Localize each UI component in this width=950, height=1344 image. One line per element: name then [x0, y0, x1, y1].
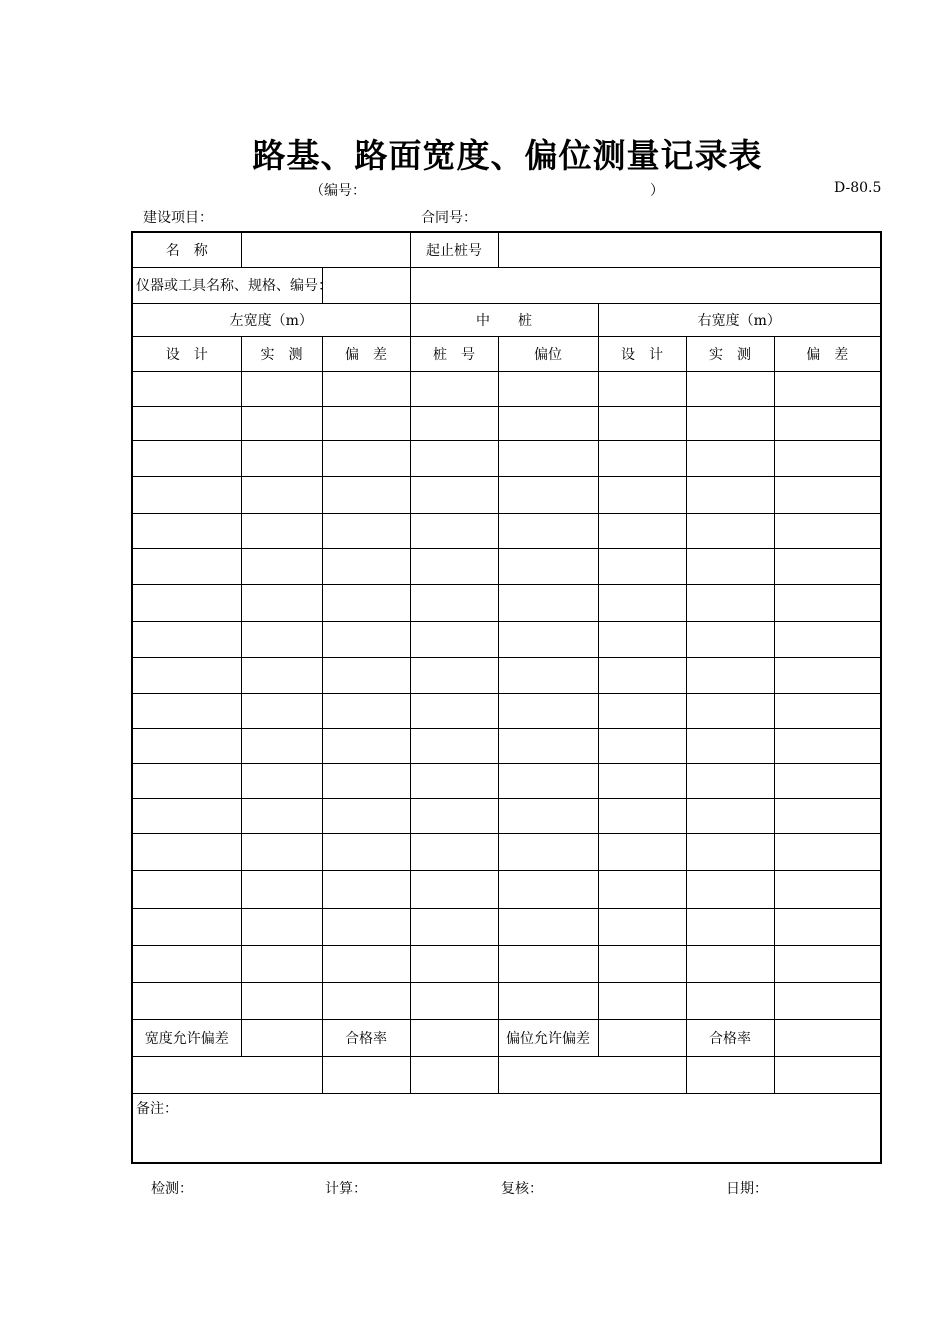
table-cell[interactable] — [322, 584, 410, 621]
table-cell[interactable] — [133, 871, 241, 908]
table-cell[interactable] — [598, 441, 686, 477]
table-cell[interactable] — [598, 371, 686, 406]
table-cell[interactable] — [598, 834, 686, 871]
summary-cell-1[interactable] — [133, 1057, 322, 1094]
col-left-deviation: 偏 差 — [322, 336, 410, 371]
table-row — [133, 945, 880, 982]
table-cell[interactable] — [241, 441, 322, 477]
table-cell[interactable] — [686, 834, 774, 871]
table-cell[interactable] — [133, 693, 241, 728]
table-cell[interactable] — [410, 371, 498, 406]
table-row — [133, 729, 880, 764]
table-cell[interactable] — [598, 945, 686, 982]
contract-label: 合同号： — [421, 210, 477, 226]
center-stake-header: 中 桩 — [410, 303, 598, 336]
table-cell[interactable] — [686, 407, 774, 441]
table-cell[interactable] — [133, 584, 241, 621]
table-row — [133, 477, 880, 514]
table-cell[interactable] — [241, 514, 322, 549]
table-cell[interactable] — [410, 799, 498, 834]
table-cell[interactable] — [774, 764, 880, 799]
table-cell[interactable] — [410, 549, 498, 584]
table-cell[interactable] — [598, 584, 686, 621]
col-left-design: 设 计 — [133, 336, 241, 371]
table-cell[interactable] — [598, 549, 686, 584]
table-cell[interactable] — [322, 441, 410, 477]
table-cell[interactable] — [133, 407, 241, 441]
table-row — [133, 693, 880, 728]
table-cell[interactable] — [774, 982, 880, 1019]
col-left-measured: 实 测 — [241, 336, 322, 371]
table-cell[interactable] — [498, 441, 598, 477]
table-cell[interactable] — [498, 799, 598, 834]
table-cell[interactable] — [133, 441, 241, 477]
table-cell[interactable] — [598, 407, 686, 441]
table-cell[interactable] — [498, 549, 598, 584]
table-cell[interactable] — [410, 982, 498, 1019]
table-cell[interactable] — [598, 693, 686, 728]
table-cell[interactable] — [241, 407, 322, 441]
table-cell[interactable] — [241, 371, 322, 406]
table-cell[interactable] — [774, 477, 880, 514]
table-cell[interactable] — [498, 764, 598, 799]
table-row — [133, 764, 880, 799]
table-cell[interactable] — [410, 834, 498, 871]
table-cell[interactable] — [498, 693, 598, 728]
summary-cell-3[interactable] — [410, 1057, 498, 1094]
table-cell[interactable] — [686, 584, 774, 621]
table-cell[interactable] — [322, 657, 410, 693]
table-cell[interactable] — [598, 799, 686, 834]
table-cell[interactable] — [410, 407, 498, 441]
table-cell[interactable] — [133, 621, 241, 657]
table-row — [133, 799, 880, 834]
table-cell[interactable] — [322, 371, 410, 406]
table-cell[interactable] — [322, 729, 410, 764]
table-cell[interactable] — [686, 621, 774, 657]
table-cell[interactable] — [498, 514, 598, 549]
table-cell[interactable] — [133, 945, 241, 982]
form-number-close: ） — [650, 183, 664, 199]
pass-rate-field[interactable] — [410, 1019, 498, 1056]
pass-rate-label: 合格率 — [322, 1019, 410, 1056]
table-row — [133, 549, 880, 584]
table-row — [133, 621, 880, 657]
date-label: 日期： — [726, 1181, 768, 1197]
table-cell[interactable] — [241, 764, 322, 799]
table-cell[interactable] — [598, 621, 686, 657]
table-row — [133, 584, 880, 621]
remarks-cell[interactable] — [133, 1094, 880, 1162]
table-cell[interactable] — [133, 982, 241, 1019]
pass-rate-2-label: 合格率 — [686, 1019, 774, 1056]
table-cell[interactable] — [774, 908, 880, 945]
table-cell[interactable] — [241, 693, 322, 728]
table-cell[interactable] — [686, 477, 774, 514]
table-cell[interactable] — [133, 799, 241, 834]
table-cell[interactable] — [410, 945, 498, 982]
table-cell[interactable] — [686, 799, 774, 834]
col-right-design: 设 计 — [598, 336, 686, 371]
inspect-label: 检测： — [151, 1181, 193, 1197]
table-cell[interactable] — [774, 945, 880, 982]
right-width-header: 右宽度（m） — [598, 303, 880, 336]
table-cell[interactable] — [774, 407, 880, 441]
table-cell[interactable] — [774, 621, 880, 657]
table-cell[interactable] — [686, 764, 774, 799]
table-cell[interactable] — [686, 982, 774, 1019]
table-cell[interactable] — [498, 982, 598, 1019]
table-cell[interactable] — [686, 945, 774, 982]
table-cell[interactable] — [774, 514, 880, 549]
table-cell[interactable] — [686, 549, 774, 584]
table-cell[interactable] — [410, 908, 498, 945]
form-code: D-80.5 — [834, 180, 882, 196]
table-cell[interactable] — [322, 407, 410, 441]
name-label: 名 称 — [133, 233, 241, 267]
table-cell[interactable] — [686, 514, 774, 549]
table-cell[interactable] — [774, 584, 880, 621]
col-stake-number: 桩 号 — [410, 336, 498, 371]
table-cell[interactable] — [322, 871, 410, 908]
summary-cell-5[interactable] — [686, 1057, 774, 1094]
table-cell[interactable] — [498, 871, 598, 908]
table-cell[interactable] — [774, 657, 880, 693]
table-cell[interactable] — [498, 729, 598, 764]
table-cell[interactable] — [241, 584, 322, 621]
table-cell[interactable] — [322, 693, 410, 728]
table-cell[interactable] — [686, 729, 774, 764]
table-cell[interactable] — [774, 549, 880, 584]
table-cell[interactable] — [410, 477, 498, 514]
table-cell[interactable] — [774, 799, 880, 834]
table-cell[interactable] — [598, 729, 686, 764]
col-right-measured: 实 测 — [686, 336, 774, 371]
table-cell[interactable] — [598, 657, 686, 693]
table-cell[interactable] — [410, 514, 498, 549]
table-cell[interactable] — [133, 908, 241, 945]
table-cell[interactable] — [241, 799, 322, 834]
table-row — [133, 908, 880, 945]
left-width-header: 左宽度（m） — [133, 303, 410, 336]
table-cell[interactable] — [598, 908, 686, 945]
start-end-label: 起止桩号 — [410, 233, 498, 267]
table-cell[interactable] — [498, 945, 598, 982]
table-cell[interactable] — [686, 371, 774, 406]
width-tolerance-label: 宽度允许偏差 — [133, 1019, 241, 1056]
table-cell[interactable] — [498, 477, 598, 514]
table-cell[interactable] — [322, 908, 410, 945]
table-cell[interactable] — [133, 834, 241, 871]
table-cell[interactable] — [241, 982, 322, 1019]
table-cell[interactable] — [322, 514, 410, 549]
table-cell[interactable] — [133, 514, 241, 549]
table-cell[interactable] — [498, 657, 598, 693]
offset-tolerance-field[interactable] — [598, 1019, 686, 1056]
table-cell[interactable] — [410, 693, 498, 728]
table-row — [133, 514, 880, 549]
table-cell[interactable] — [322, 945, 410, 982]
table-cell[interactable] — [322, 834, 410, 871]
table-row — [133, 441, 880, 477]
table-cell[interactable] — [774, 871, 880, 908]
form-number-label: （编号： — [310, 183, 366, 199]
table-cell[interactable] — [241, 729, 322, 764]
table-cell[interactable] — [133, 764, 241, 799]
calculate-label: 计算： — [325, 1181, 367, 1197]
table-cell[interactable] — [774, 834, 880, 871]
table-cell[interactable] — [598, 764, 686, 799]
table-cell[interactable] — [241, 908, 322, 945]
table-cell[interactable] — [241, 621, 322, 657]
table-cell[interactable] — [410, 729, 498, 764]
table-cell[interactable] — [133, 729, 241, 764]
table-cell[interactable] — [322, 621, 410, 657]
table-cell[interactable] — [498, 908, 598, 945]
table-row — [133, 407, 880, 441]
table-cell[interactable] — [133, 657, 241, 693]
table-cell[interactable] — [410, 441, 498, 477]
summary-cell-4[interactable] — [498, 1057, 686, 1094]
table-cell[interactable] — [774, 729, 880, 764]
table-cell[interactable] — [322, 982, 410, 1019]
col-right-deviation: 偏 差 — [774, 336, 880, 371]
table-cell[interactable] — [686, 441, 774, 477]
instrument-label — [133, 267, 332, 303]
table-cell[interactable] — [241, 477, 322, 514]
table-cell[interactable] — [686, 908, 774, 945]
measurement-table — [131, 231, 882, 1164]
project-label: 建设项目： — [143, 210, 213, 226]
table-cell[interactable] — [241, 549, 322, 584]
table-cell[interactable] — [598, 982, 686, 1019]
table-cell[interactable] — [774, 371, 880, 406]
table-cell[interactable] — [774, 693, 880, 728]
table-cell[interactable] — [498, 371, 598, 406]
start-end-field[interactable] — [498, 233, 880, 267]
table-cell[interactable] — [686, 657, 774, 693]
table-cell[interactable] — [322, 549, 410, 584]
table-cell[interactable] — [322, 477, 410, 514]
table-cell[interactable] — [410, 764, 498, 799]
table-row — [133, 834, 880, 871]
instrument-field[interactable] — [410, 267, 880, 303]
table-row — [133, 982, 880, 1019]
table-cell[interactable] — [410, 657, 498, 693]
table-cell[interactable] — [410, 584, 498, 621]
offset-tolerance-label: 偏位允许偏差 — [498, 1019, 598, 1056]
table-cell[interactable] — [498, 407, 598, 441]
table-cell[interactable] — [498, 621, 598, 657]
table-cell[interactable] — [686, 693, 774, 728]
table-cell[interactable] — [241, 657, 322, 693]
page-title: 路基、路面宽度、偏位测量记录表 — [252, 136, 763, 175]
table-cell[interactable] — [133, 371, 241, 406]
summary-cell-6[interactable] — [774, 1057, 880, 1094]
pass-rate-2-field[interactable] — [774, 1019, 880, 1056]
table-cell[interactable] — [774, 441, 880, 477]
table-cell[interactable] — [498, 834, 598, 871]
col-offset: 偏位 — [498, 336, 598, 371]
instrument-blank — [322, 267, 410, 303]
instrument-label-text: 仪器或工具名称、规格、编号： — [136, 278, 332, 295]
table-row — [133, 871, 880, 908]
table-cell[interactable] — [241, 871, 322, 908]
table-row — [133, 371, 880, 406]
table-cell[interactable] — [598, 871, 686, 908]
remarks-label: 备注： — [136, 1101, 178, 1118]
width-tolerance-field[interactable] — [241, 1019, 322, 1056]
name-field[interactable] — [241, 233, 410, 267]
summary-cell-2[interactable] — [322, 1057, 410, 1094]
table-cell[interactable] — [322, 764, 410, 799]
table-cell[interactable] — [133, 549, 241, 584]
table-cell[interactable] — [686, 871, 774, 908]
table-cell[interactable] — [598, 514, 686, 549]
table-row — [133, 657, 880, 693]
table-cell[interactable] — [498, 584, 598, 621]
table-cell[interactable] — [322, 799, 410, 834]
table-cell[interactable] — [410, 621, 498, 657]
table-cell[interactable] — [241, 945, 322, 982]
table-cell[interactable] — [410, 871, 498, 908]
review-label: 复核： — [501, 1181, 543, 1197]
table-cell[interactable] — [133, 477, 241, 514]
table-cell[interactable] — [598, 477, 686, 514]
table-cell[interactable] — [241, 834, 322, 871]
